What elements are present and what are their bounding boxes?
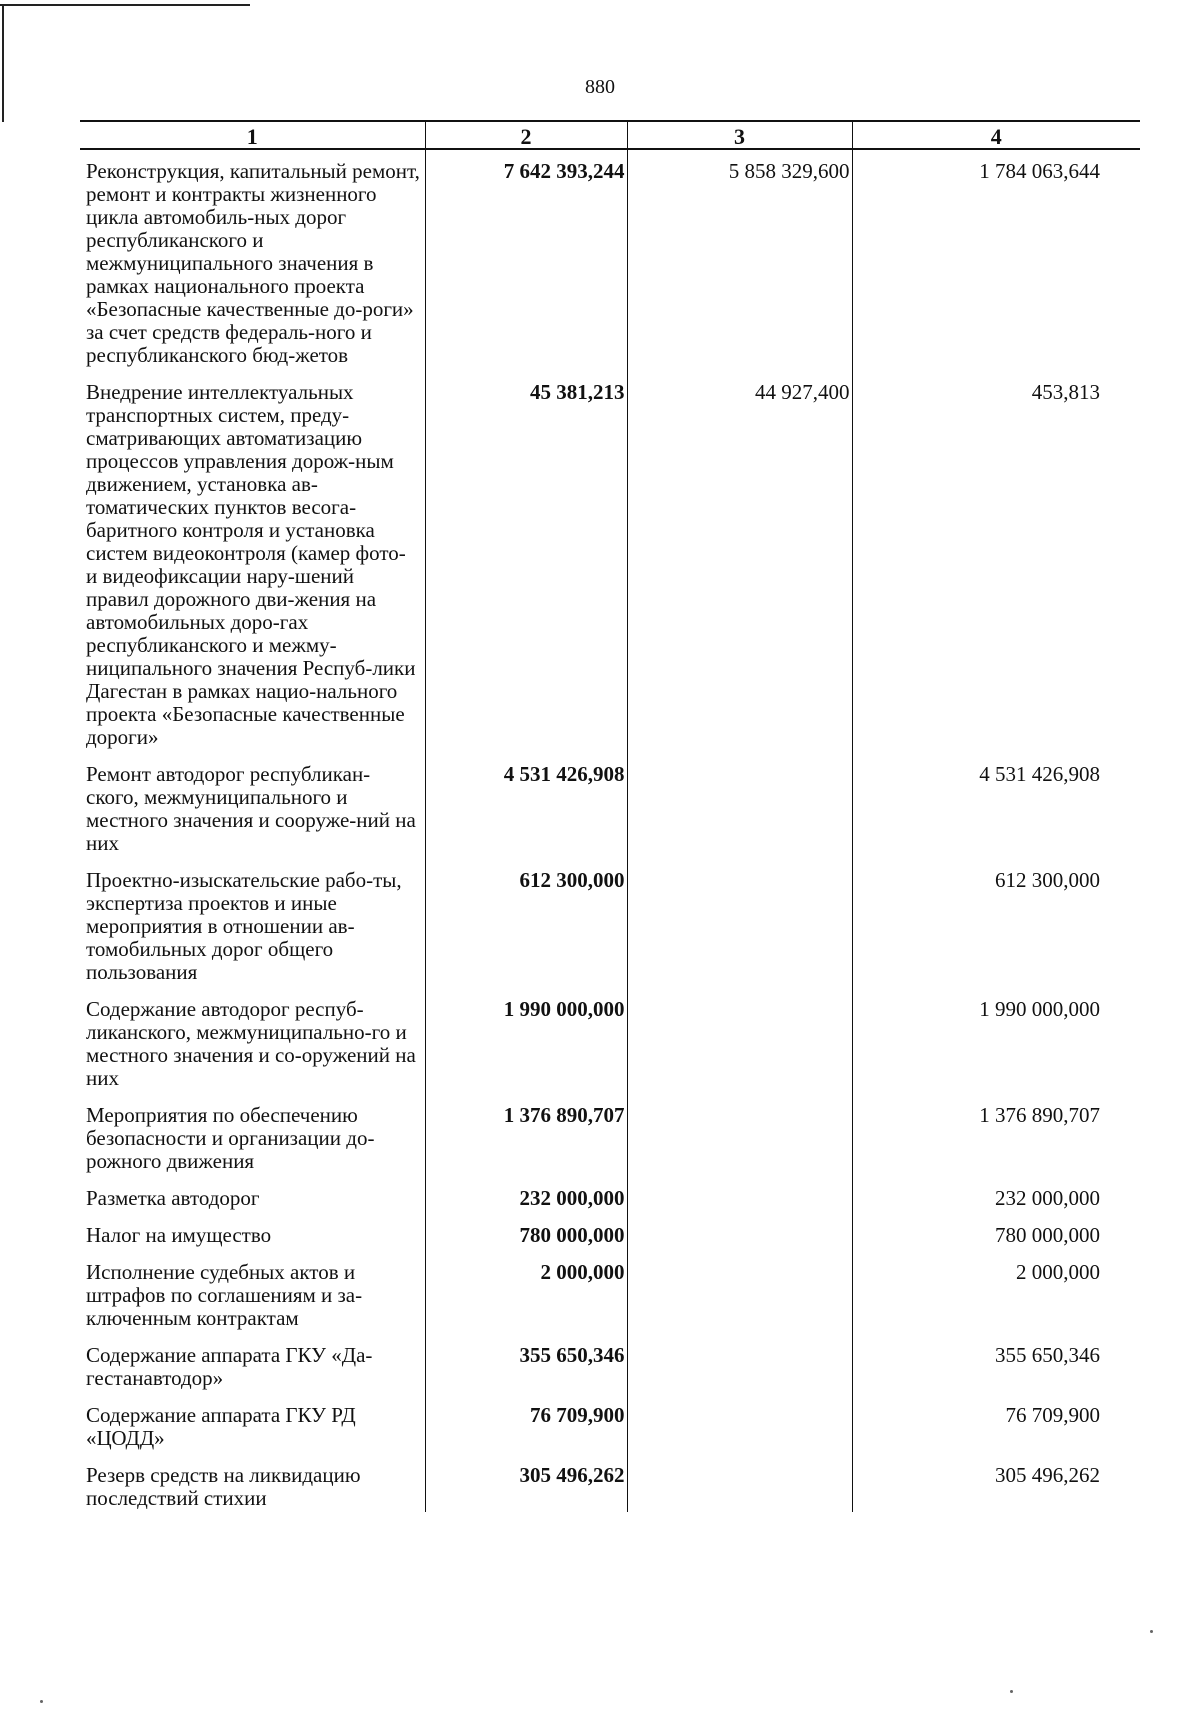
table-row bbox=[80, 751, 1140, 857]
row-republic: 453,813 bbox=[1031, 380, 1100, 404]
row-federal bbox=[627, 857, 852, 986]
row-name: Внедрение интеллектуальных транспортных систем, преду-сматривающих автоматизацию процессов управления дорож-ным движением, установка ав-томатических пунктов весога-баритного контроля и установка систем видеоконтроля (камер фото- и видеофиксации нару-шений правил дорожного дви-жения на автомобильных доро-гах республиканского и межму-ниципального значения Респуб-лики Дагестан в рамках нацио-нального проекта «Безопасные качественные дороги» bbox=[86, 380, 416, 749]
row-republic: 232 000,000 bbox=[995, 1186, 1100, 1210]
scan-speck bbox=[1010, 1690, 1013, 1693]
row-republic: 1 990 000,000 bbox=[979, 997, 1100, 1021]
column-header-2: 2 bbox=[425, 121, 627, 149]
row-federal bbox=[627, 986, 852, 1092]
row-name: Ремонт автодорог республикан-ского, межмуниципального и местного значения и сооруже-ний на них bbox=[86, 762, 416, 855]
row-total: 305 496,262 bbox=[425, 1452, 627, 1512]
table-row bbox=[80, 986, 1140, 1092]
row-federal bbox=[627, 1249, 852, 1332]
row-name: Разметка автодорог bbox=[86, 1186, 260, 1210]
row-name: Налог на имущество bbox=[86, 1223, 272, 1247]
row-total: 780 000,000 bbox=[425, 1212, 627, 1249]
row-name: Содержание аппарата ГКУ РД «ЦОДД» bbox=[86, 1403, 356, 1450]
row-total: 612 300,000 bbox=[425, 857, 627, 986]
budget-table bbox=[80, 120, 1140, 1512]
table-row bbox=[80, 1392, 1140, 1452]
row-total: 7 642 393,244 bbox=[425, 149, 627, 369]
scan-speck bbox=[40, 1700, 43, 1703]
row-republic: 355 650,346 bbox=[995, 1343, 1100, 1367]
row-total: 232 000,000 bbox=[425, 1175, 627, 1212]
column-header-4: 4 bbox=[852, 121, 1140, 149]
table-header-row bbox=[80, 121, 1140, 149]
row-federal bbox=[627, 751, 852, 857]
row-total: 1 376 890,707 bbox=[425, 1092, 627, 1175]
row-federal bbox=[627, 1175, 852, 1212]
row-republic: 76 709,900 bbox=[1005, 1403, 1100, 1427]
row-republic: 2 000,000 bbox=[1016, 1260, 1100, 1284]
scan-edge-top bbox=[0, 4, 250, 6]
table-row bbox=[80, 1212, 1140, 1249]
table-row bbox=[80, 1092, 1140, 1175]
table-row bbox=[80, 369, 1140, 751]
row-total: 355 650,346 bbox=[425, 1332, 627, 1392]
row-name: Исполнение судебных актов и штрафов по соглашениям и за-ключенным контрактам bbox=[86, 1260, 363, 1330]
row-republic: 780 000,000 bbox=[995, 1223, 1100, 1247]
table-row bbox=[80, 149, 1140, 369]
row-total: 2 000,000 bbox=[425, 1249, 627, 1332]
row-total: 45 381,213 bbox=[425, 369, 627, 751]
table-row bbox=[80, 1175, 1140, 1212]
scan-speck bbox=[1150, 1630, 1153, 1633]
row-republic: 612 300,000 bbox=[995, 868, 1100, 892]
table-row bbox=[80, 1452, 1140, 1512]
row-federal bbox=[627, 1452, 852, 1512]
row-republic: 1 376 890,707 bbox=[979, 1103, 1100, 1127]
row-federal bbox=[627, 1332, 852, 1392]
page-number: 880 bbox=[585, 76, 615, 98]
row-name: Проектно-изыскательские рабо-ты, экспертиза проектов и иные мероприятия в отношении ав-томобильных дорог общего пользования bbox=[86, 868, 402, 984]
column-header-3: 3 bbox=[627, 121, 852, 149]
row-total: 76 709,900 bbox=[425, 1392, 627, 1452]
row-federal bbox=[627, 1392, 852, 1452]
row-name: Резерв средств на ликвидацию последствий стихии bbox=[86, 1463, 361, 1510]
row-republic: 4 531 426,908 bbox=[979, 762, 1100, 786]
row-federal: 44 927,400 bbox=[627, 369, 852, 751]
row-name: Содержание аппарата ГКУ «Да-гестанавтодор» bbox=[86, 1343, 373, 1390]
row-federal: 5 858 329,600 bbox=[627, 149, 852, 369]
column-header-1: 1 bbox=[80, 121, 425, 149]
row-federal bbox=[627, 1212, 852, 1249]
row-name: Мероприятия по обеспечению безопасности и организации до-рожного движения bbox=[86, 1103, 375, 1173]
row-republic: 1 784 063,644 bbox=[979, 159, 1100, 183]
table-row bbox=[80, 1249, 1140, 1332]
table-row bbox=[80, 1332, 1140, 1392]
row-total: 4 531 426,908 bbox=[425, 751, 627, 857]
row-federal bbox=[627, 1092, 852, 1175]
table-row bbox=[80, 857, 1140, 986]
row-republic: 305 496,262 bbox=[995, 1463, 1100, 1487]
scan-edge-left bbox=[2, 4, 4, 122]
row-name: Содержание автодорог респуб-ликанского, межмуниципально-го и местного значения и со-оружений на них bbox=[86, 997, 416, 1090]
row-name: Реконструкция, капитальный ремонт, ремонт и контракты жизненного цикла автомобиль-ных дорог республиканского и межмуниципального значения в рамках национального проекта «Безопасные качественные до-роги» за счет средств федераль-ного и республиканского бюд-жетов bbox=[86, 159, 420, 367]
row-total: 1 990 000,000 bbox=[425, 986, 627, 1092]
